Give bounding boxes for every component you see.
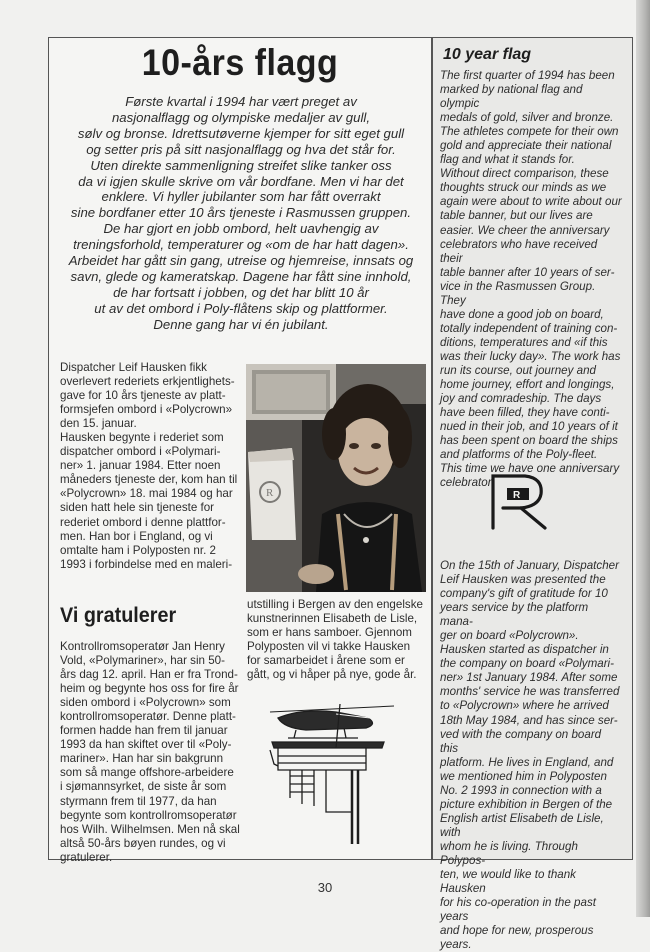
article-vold: Kontrollromsoperatør Jan Henry Vold, «Polymariner», har sin 50- års dag 12. april. Han er fra Trond- heim og begynte hos oss for fire år siden ombord i «Polycrown» som kontrollromsoperatør. Denne platt- formen hadde han frem til januar 1993 da han skiftet over til «Poly- mariner». Han har sin bakgrunn som så mange offshore-arbeidere i sjømannsyrket, de siste år som styrmann frem til 1977, da han begynte som kontrollromsoperatør hos Wilh. Wilhelmsen. Men nå skal altså 50-års bøyen rundes, og vi gratulerer. (60, 640, 240, 864)
section-subtitle: Vi gratulerer (60, 603, 177, 627)
column-divider (431, 37, 433, 860)
portrait-illustration (246, 364, 426, 592)
logo-letter: R (513, 490, 521, 501)
intro-paragraph: Første kvartal i 1994 har vært preget av nasjonalflagg og olympiske medaljer av gull, sølv og bronse. Idrettsutøverne kjemper for sitt eget gull og setter pris på sitt nasjonalflagg og hva det står for. Uten direkte sammenligning streifet slike tanker oss da vi igjen skulle skrive om vår bordfane. Men vi har det enklere. Vi hyller jubilanter som har fått overrakt sine bordfaner etter 10 års tjeneste i Rasmussen gruppen. De har gjort en jobb ombord, helt uavhengig av treningsforhold, temperaturer og «om de har hatt dagen». Arbeidet har gått sin gang, utreise og hjemreise, innsats og savn, glede og kameratskap. Dagene har fått sine innhold, de har fortsatt i jobben, og det har blitt 10 år ut av det ombord i Poly-flåtens skip og plattformer. Denne gang har vi én jubilant. (68, 94, 414, 332)
article-hausken: Dispatcher Leif Hausken fikk overlevert rederiets erkjentlighets- gave for 10 års tjeneste av platt- formsjefen ombord i «Polycrown» den 15. januar. Hausken begynte i rederiet som dispatcher ombord i «Polymari- ner» 1. januar 1984. Etter noen måneders tjeneste der, kom han til «Polycrown» 18. mai 1984 og har siden hatt hele sin tjeneste for rederiet ombord i denne plattfor- men. Han bor i England, og vi omtalte ham i Polyposten nr. 2 1993 i forbindelse med en maleri- (60, 361, 238, 571)
page-edge (636, 0, 650, 917)
english-intro: The first quarter of 1994 has been marked by national flag and olympic medals of gold, silver and bronze. The athletes compete for their own gold and appreciate their national flag and what it stands for. Without direct comparison, these thoughts struck our minds as we again were about to write about our table banner, but our lives are easier. We cheer the anniversary celebrators who have received their table banner after 10 years of ser- vice in the Rasmussen Group. They have done a good job on board, totally independent of training con- ditions, temperatures and «if this was their lucky day». The work has run its course, out journey and home journey, effort and longings, joy and comradeship. The days have been filled, they have conti- nued in their job, and 10 years of it has been spent on board the ships and platforms of the Poly-fleet. This time we have one anniversary celebrator. (440, 69, 622, 490)
svg-text:R: R (266, 487, 274, 499)
page-number: 30 (317, 880, 333, 895)
english-article: On the 15th of January, Dispatcher Leif Hausken was presented the company's gift of gratitude for 10 years service by the platform mana- ger on board «Polycrown». Hausken started as dispatcher in the company on board «Polymari- ner» 1st January 1984. After some months' service he was transferred to «Polycrown» where he arrived 18th May 1984, and has since ser- ved with the company on board this platform. He lives in England, and we mentioned him in Polyposten No. 2 1993 in connection with a picture exhibition in Bergen of the English artist Elisabeth de Lisle, with whom he is living. Through Polypos- ten, we would like to thank Hausken for his co-operation in the past years and hope for new, prosperous years. (440, 559, 620, 952)
english-title: 10 year flag (443, 46, 532, 63)
portrait-photo (246, 364, 426, 592)
helicopter-platform-drawing (266, 694, 402, 846)
rasmussen-logo (485, 470, 551, 532)
article-hausken-continued: utstilling i Bergen av den engelske kunstnerinnen Elisabeth de Lisle, som er hans samboer. Gjennom Polyposten vil vi takke Hausken for samarbeidet i årene som er gått, og vi håper på nye, gode år. (247, 598, 423, 682)
page-title: 10-års flagg (141, 42, 339, 83)
